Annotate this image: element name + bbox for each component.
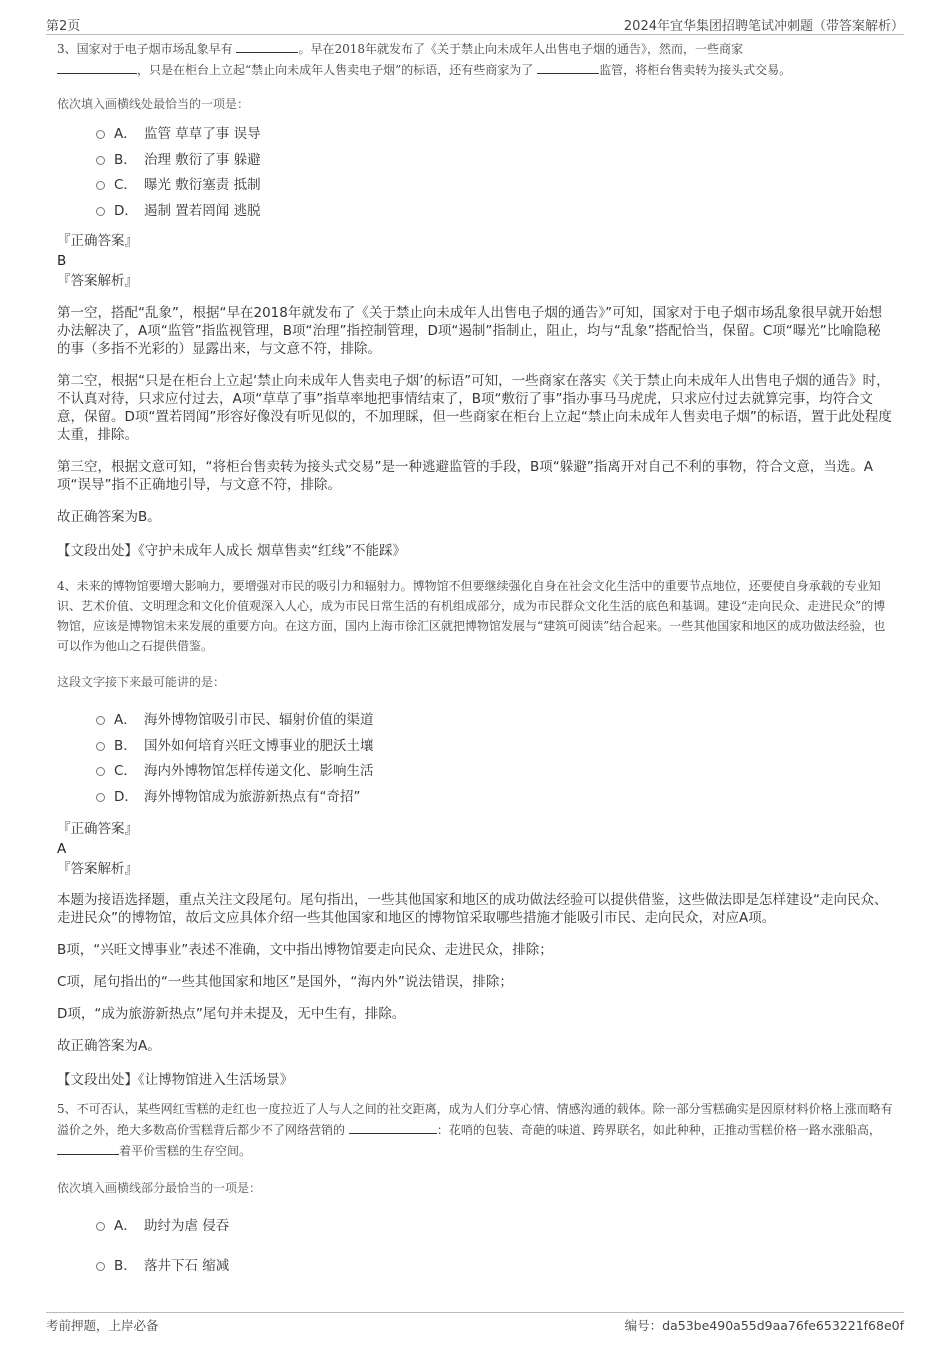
page-header — [46, 12, 904, 35]
fill-blank — [236, 38, 298, 53]
question-3 — [57, 38, 893, 560]
fill-blank — [349, 1119, 437, 1134]
options-list — [57, 122, 893, 224]
radio-icon[interactable] — [96, 742, 105, 751]
answer-label: 『正确答案』 — [57, 233, 138, 249]
options-list — [57, 1214, 893, 1280]
radio-icon[interactable] — [96, 207, 105, 216]
analysis-paragraph: 第二空，根据“只是在柜台上立起‘禁止向未成年人售卖电子烟’的标语”可知，一些商家在落实《关于禁止向未成年人出售电子烟的通告》时，不认真对待，只求应付过去，A项“草草了事”指草率地把事情结束了，B项“敷衍了事”指办事马马虎虎，只求应付过去就算完事，均符合文意，保留。D项“置若罔闻”形容好像没有听见似的，不加理睬，但一些商家在柜台上立起“禁止向未成年人售卖电子烟”的标语，置于此处程度太重，排除。 — [57, 373, 892, 443]
analysis-conclusion: 故正确答案为B。 — [57, 509, 161, 525]
option-d[interactable]: D． 海外博物馆成为旅游新热点有“奇招” — [96, 785, 893, 811]
radio-icon[interactable] — [96, 1262, 105, 1271]
question-prompt: 依次填入画横线处最恰当的一项是： — [57, 97, 250, 111]
analysis-paragraph: 第三空，根据文意可知，“将柜台售卖转为接头式交易”是一种逃避监管的手段，B项“躲避”指离开对自己不利的事物，符合文意，当选。A项“误导”指不正确地引导，与文意不符，排除。 — [57, 459, 873, 493]
options-list — [57, 708, 893, 810]
correct-answer: B — [57, 253, 67, 269]
analysis-paragraph: 本题为接语选择题，重点关注文段尾句。尾句指出，一些其他国家和地区的成功做法经验可以提供借鉴，这些做法即是怎样建设“走向民众、走进民众”的博物馆，故后文应具体介绍一些其他国家和地区的博物馆采取哪些措施才能吸引市民、走向民众，对应A项。 — [57, 892, 888, 926]
option-b[interactable]: B． 治理 敷衍了事 躲避 — [96, 148, 893, 174]
question-3-stem: 3、国家对于电子烟市场乱象早有 。早在2018年就发布了《关于禁止向未成年人出售电子烟的通告》，然而，一些商家 ，只是在柜台上立起“禁止向未成年人售卖电子烟”的标语，还有些商家为了 监管，将柜台售卖转为接头式交易。 — [57, 38, 893, 80]
text-source: 【文段出处】《守护未成年人成长 烟草售卖“红线”不能踩》 — [57, 543, 407, 559]
question-prompt: 依次填入画横线部分最恰当的一项是： — [57, 1181, 262, 1195]
fill-blank — [537, 59, 599, 74]
option-a[interactable]: A． 助纣为虐 侵吞 — [96, 1214, 893, 1254]
radio-icon[interactable] — [96, 181, 105, 190]
fill-blank — [57, 1140, 119, 1155]
analysis-conclusion: 故正确答案为A。 — [57, 1038, 161, 1054]
document-id: 编号：da53be490a55d9aa76fe653221f68e0f — [624, 1318, 904, 1333]
fill-blank — [57, 59, 137, 74]
radio-icon[interactable] — [96, 767, 105, 776]
document-title: 2024年宜华集团招聘笔试冲刺题（带答案解析） — [623, 19, 904, 34]
page-number: 第2页 — [46, 19, 81, 34]
radio-icon[interactable] — [96, 1222, 105, 1231]
analysis-label: 『答案解析』 — [57, 861, 138, 877]
analysis-paragraph: 第一空，搭配“乱象”，根据“早在2018年就发布了《关于禁止向未成年人出售电子烟的通告》”可知，国家对于电子烟市场乱象很早就开始想办法解决了，A项“监管”指监视管理，B项“治理”指控制管理，D项“遏制”指制止，阻止，均与“乱象”搭配恰当，保留。C项“曝光”比喻隐秘的事（多指不光彩的）显露出来，与文意不符，排除。 — [57, 305, 883, 357]
radio-icon[interactable] — [96, 716, 105, 725]
option-d[interactable]: D． 遏制 置若罔闻 逃脱 — [96, 199, 893, 225]
option-a[interactable]: A． 监管 草草了事 误导 — [96, 122, 893, 148]
correct-answer: A — [57, 841, 67, 857]
footer-slogan: 考前押题，上岸必备 — [46, 1318, 159, 1333]
answer-label: 『正确答案』 — [57, 821, 138, 837]
text-source: 【文段出处】《让博物馆进入生活场景》 — [57, 1072, 294, 1088]
option-c[interactable]: C． 海内外博物馆怎样传递文化、影响生活 — [96, 759, 893, 785]
page-content — [57, 38, 893, 1280]
page-footer — [46, 1312, 904, 1335]
question-5 — [57, 1099, 893, 1280]
option-a[interactable]: A． 海外博物馆吸引市民、辐射价值的渠道 — [96, 708, 893, 734]
radio-icon[interactable] — [96, 156, 105, 165]
question-4 — [57, 576, 893, 1089]
analysis-label: 『答案解析』 — [57, 273, 138, 289]
analysis-paragraph: D项，“成为旅游新热点”尾句并未提及，无中生有，排除。 — [57, 1006, 406, 1022]
radio-icon[interactable] — [96, 793, 105, 802]
question-prompt: 这段文字接下来最可能讲的是： — [57, 675, 226, 689]
analysis-paragraph: C项，尾句指出的“一些其他国家和地区”是国外，“海内外”说法错误，排除； — [57, 974, 513, 990]
question-4-stem: 4、未来的博物馆要增大影响力，要增强对市民的吸引力和辐射力。博物馆不但要继续强化自身在社会文化生活中的重要节点地位，还要使自身承载的专业知识、艺术价值、文明理念和文化价值观深入人心，成为市民日常生活的有机组成部分，成为市民群众文化生活的底色和基调。建设“走向民众、走进民众”的博物馆，应该是博物馆未来发展的重要方向。在这方面，国内上海市徐汇区就把博物馆发展与“建筑可阅读”结合起来。一些其他国家和地区的成功做法经验，也可以作为他山之石提供借鉴。 — [57, 579, 886, 653]
option-c[interactable]: C． 曝光 敷衍塞责 抵制 — [96, 173, 893, 199]
option-b[interactable]: B． 落井下石 缩减 — [96, 1254, 893, 1280]
option-b[interactable]: B． 国外如何培育兴旺文博事业的肥沃土壤 — [96, 734, 893, 760]
radio-icon[interactable] — [96, 130, 105, 139]
analysis-paragraph: B项，“兴旺文博事业”表述不准确，文中指出博物馆要走向民众、走进民众，排除； — [57, 942, 553, 958]
question-5-stem: 5、不可否认，某些网红雪糕的走红也一度拉近了人与人之间的社交距离，成为人们分享心情、情感沟通的载体。除一部分雪糕确实是因原材料价格上涨而略有溢价之外，绝大多数高价雪糕背后都少不了网络营销的 ：花哨的包装、奇葩的味道、跨界联名，如此种种，正推动雪糕价格一路水涨船高， 着平价雪糕的生存空间。 — [57, 1102, 893, 1158]
